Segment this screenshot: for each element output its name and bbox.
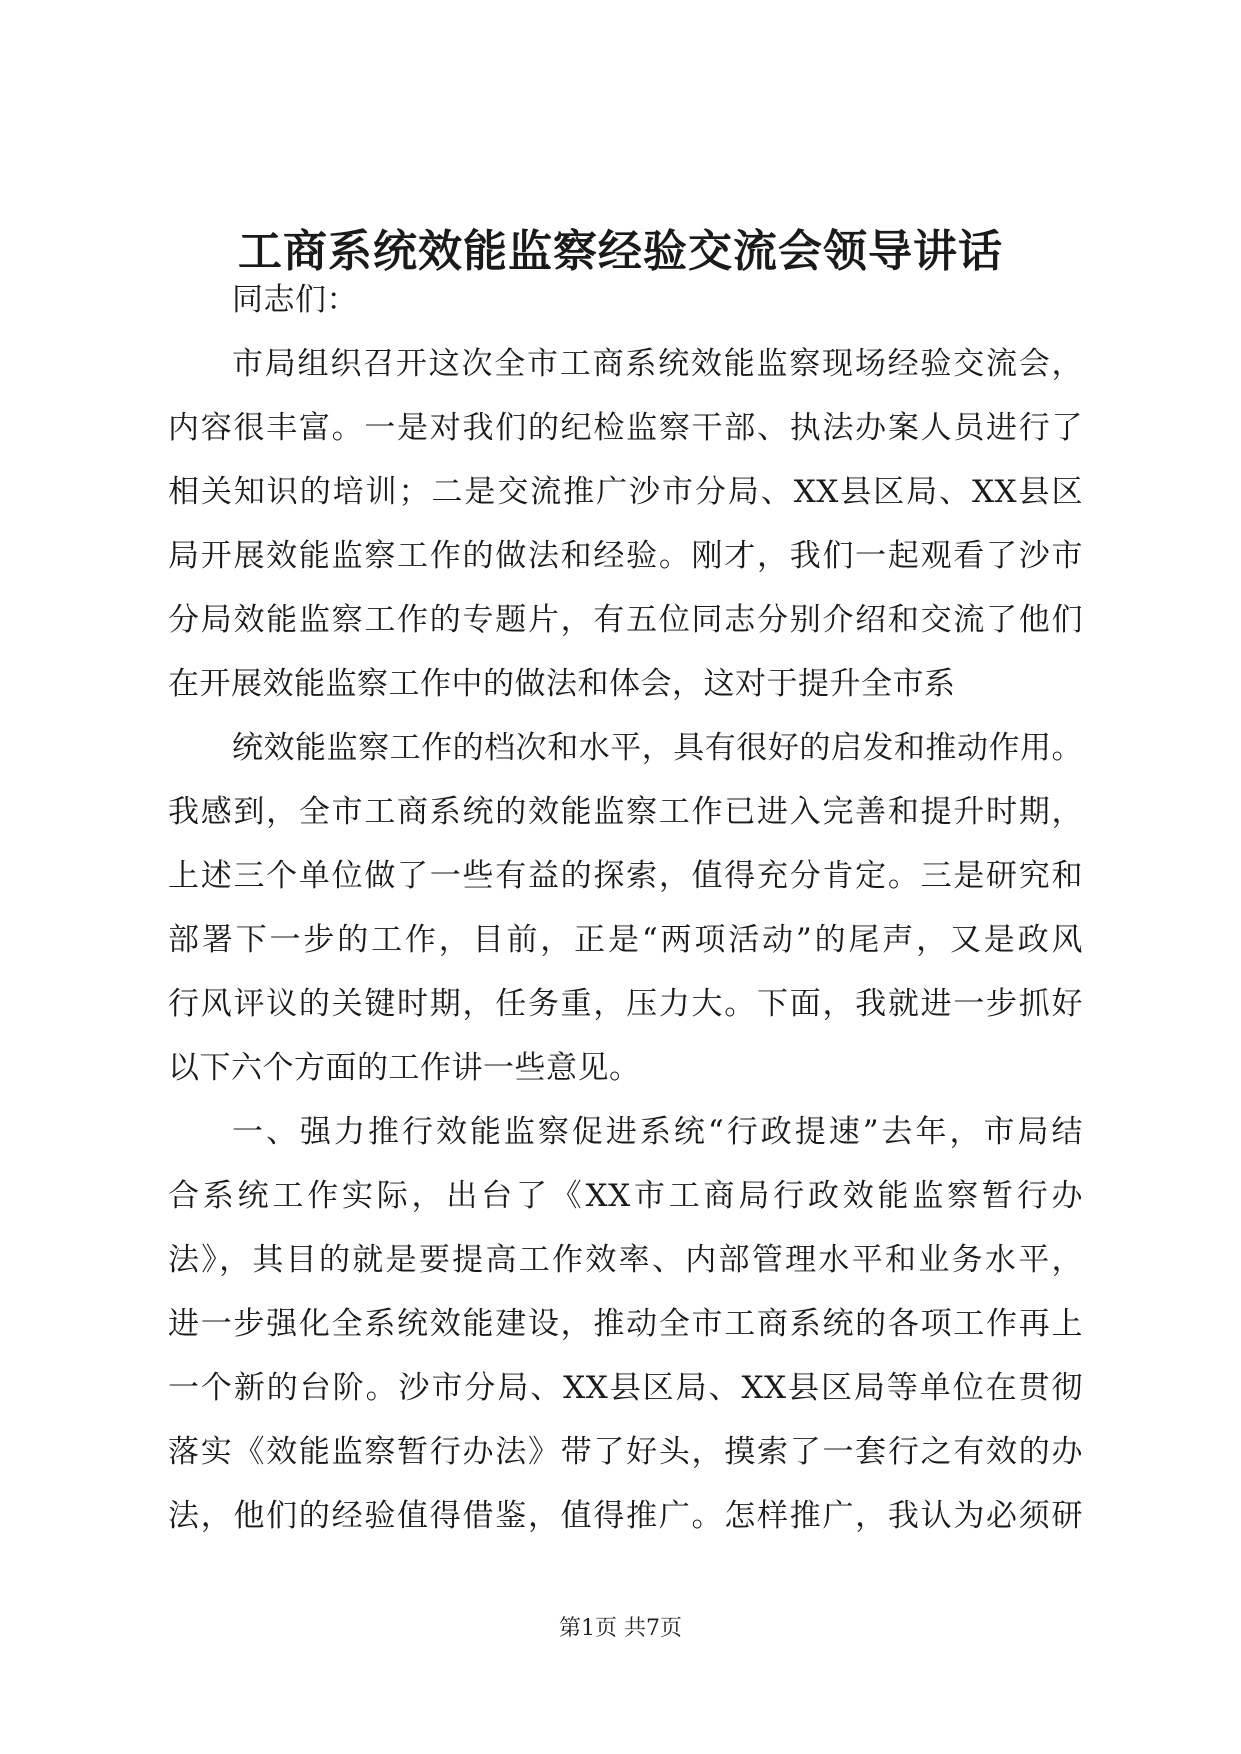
paragraph-line: 落实《效能监察暂行办法》带了好头，摸索了一套行之有效的办 bbox=[168, 1434, 1083, 1470]
paragraph-line: 法》，其目的就是要提高工作效率、内部管理水平和业务水平， bbox=[168, 1242, 1083, 1278]
paragraph-line: 市局组织召开这次全市工商系统效能监察现场经验交流会， bbox=[232, 346, 1083, 382]
document-body bbox=[168, 268, 1083, 1548]
paragraph-line: 内容很丰富。一是对我们的纪检监察干部、执法办案人员进行了 bbox=[168, 410, 1083, 446]
paragraph-line: 统效能监察工作的档次和水平，具有很好的启发和推动作用。 bbox=[232, 730, 1083, 766]
paragraph-line: 法，他们的经验值得借鉴，值得推广。怎样推广，我认为必须研 bbox=[168, 1498, 1083, 1534]
paragraph-line: 局开展效能监察工作的做法和经验。刚才，我们一起观看了沙市 bbox=[168, 538, 1083, 574]
salutation: 同志们： bbox=[232, 282, 358, 318]
paragraph-line: 一、强力推行效能监察促进系统“行政提速”去年，市局结 bbox=[232, 1114, 1083, 1150]
paragraph-line: 部署下一步的工作，目前，正是“两项活动”的尾声，又是政风 bbox=[168, 922, 1083, 958]
paragraph-line: 我感到，全市工商系统的效能监察工作已进入完善和提升时期， bbox=[168, 794, 1083, 830]
document-title: 工商系统效能监察经验交流会领导讲话 bbox=[238, 226, 1003, 277]
paragraph-line: 相关知识的培训；二是交流推广沙市分局、XX县区局、XX县区 bbox=[168, 474, 1083, 510]
paragraph-line: 一个新的台阶。沙市分局、XX县区局、XX县区局等单位在贯彻 bbox=[168, 1370, 1083, 1406]
paragraph-line: 在开展效能监察工作中的做法和体会，这对于提升全市系 bbox=[168, 666, 956, 702]
paragraph-line: 以下六个方面的工作讲一些意见。 bbox=[168, 1050, 641, 1086]
paragraph-line: 进一步强化全系统效能建设，推动全市工商系统的各项工作再上 bbox=[168, 1306, 1083, 1342]
page-footer: 第1页 共7页 bbox=[559, 1616, 682, 1641]
paragraph-line: 上述三个单位做了一些有益的探索，值得充分肯定。三是研究和 bbox=[168, 858, 1083, 894]
paragraph-line: 合系统工作实际，出台了《XX市工商局行政效能监察暂行办 bbox=[168, 1178, 1083, 1214]
paragraph-line: 分局效能监察工作的专题片，有五位同志分别介绍和交流了他们 bbox=[168, 602, 1083, 638]
paragraph-line: 行风评议的关键时期，任务重，压力大。下面，我就进一步抓好 bbox=[168, 986, 1083, 1022]
